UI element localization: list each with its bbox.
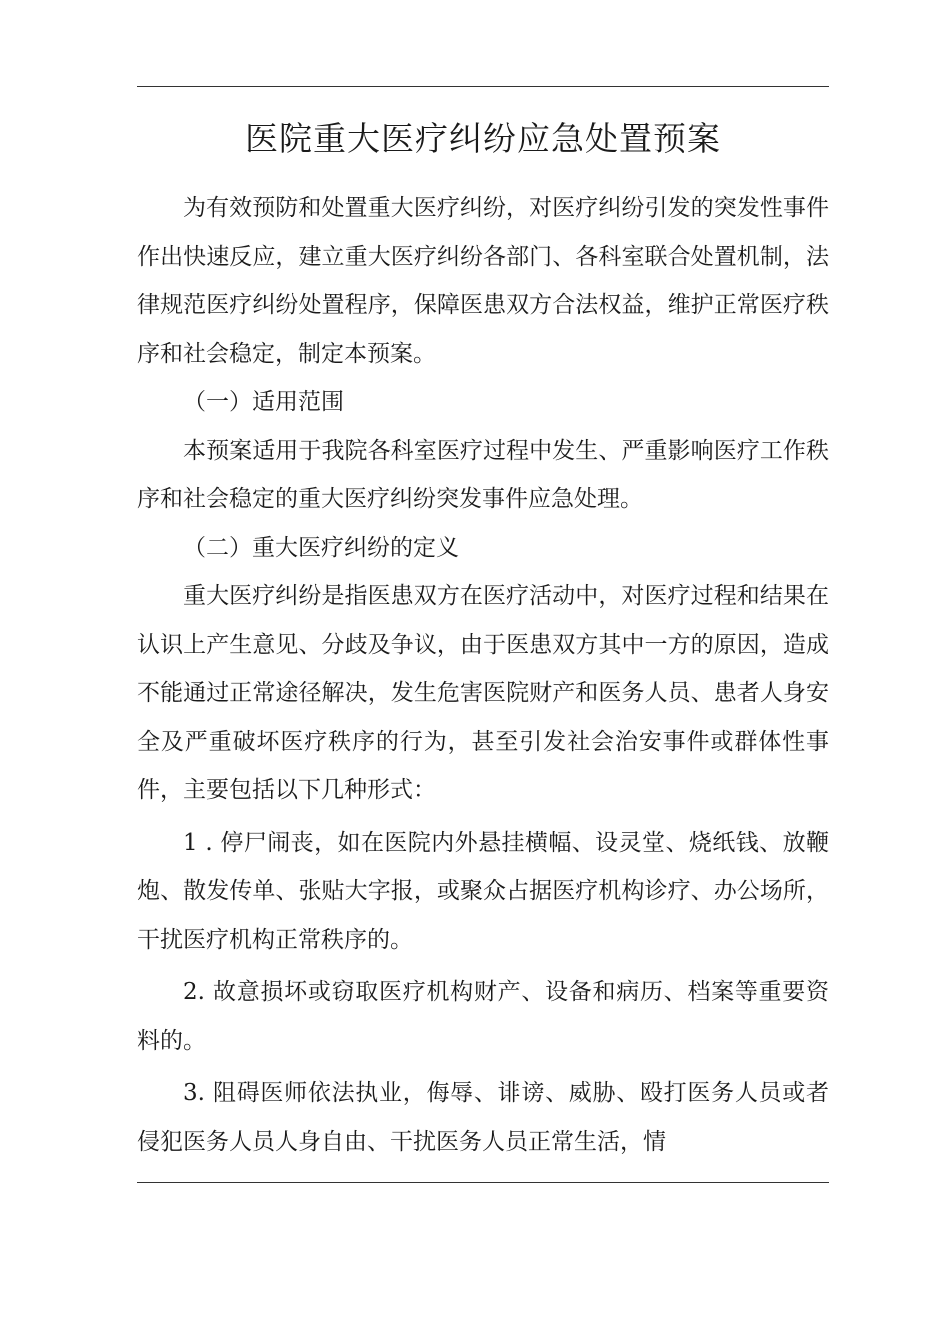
section-heading-scope: （一）适用范围 — [183, 389, 344, 415]
header-rule — [137, 86, 829, 87]
document-page — [137, 0, 829, 1344]
list-item-2: 2. 故意损坏或窃取医疗机构财产、设备和病历、档案等重要资料的。 — [137, 979, 829, 1054]
paragraph-definition: 重大医疗纠纷是指医患双方在医疗活动中，对医疗过程和结果在认识上产生意见、分歧及争议，由于医患双方其中一方的原因，造成不能通过正常途径解决，发生危害医院财产和医务人员、患者人身安全及严重破坏医疗秩序的行为，甚至引发社会治安事件或群体性事件，主要包括以下几种形式： — [137, 583, 829, 803]
paragraph-intro: 为有效预防和处置重大医疗纠纷，对医疗纠纷引发的突发性事件作出快速反应，建立重大医疗纠纷各部门、各科室联合处置机制，法律规范医疗纠纷处置程序，保障医患双方合法权益，维护正常医疗秩序和社会稳定，制定本预案。 — [137, 195, 829, 367]
document-title: 医院重大医疗纠纷应急处置预案 — [245, 119, 721, 158]
document-body — [137, 184, 829, 1166]
list-item-1: 1 . 停尸闹丧，如在医院内外悬挂横幅、设灵堂、烧纸钱、放鞭炮、散发传单、张贴大字报，或聚众占据医疗机构诊疗、办公场所，干扰医疗机构正常秩序的。 — [137, 829, 829, 953]
paragraph-scope: 本预案适用于我院各科室医疗过程中发生、严重影响医疗工作秩序和社会稳定的重大医疗纠纷突发事件应急处理。 — [137, 437, 829, 512]
section-heading-definition: （二）重大医疗纠纷的定义 — [183, 534, 459, 561]
list-item-3: 3. 阻碍医师依法执业，侮辱、诽谤、威胁、殴打医务人员或者侵犯医务人员人身自由、干扰医务人员正常生活，情 — [137, 1080, 829, 1155]
footer-rule — [137, 1182, 829, 1183]
